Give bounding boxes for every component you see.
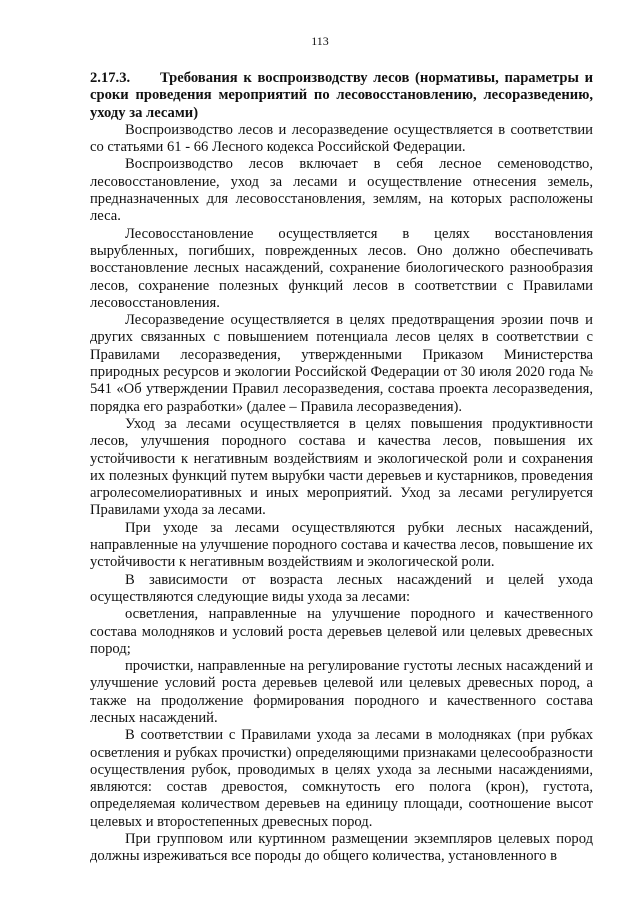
list-item: прочистки, направленные на регулирование густоты лесных насаждений и улучшение условий роста деревьев целевой или целевых древесных пород, а также на продолжение формирования породного и качественного состава лесных насаждений. (90, 658, 593, 726)
paragraph: Уход за лесами осуществляется в целях повышения продуктивности лесов, улучшения породного состава и качества лесов, повышения их устойчивости к негативным воздействиям и экологической роли и сохранения их полезных функций путем вырубки части деревьев и кустарников, проведения агролесомелиоративных и иных мероприятий. Уход за лесами регулируется Правилами ухода за лесами. (90, 415, 593, 519)
paragraph: Лесовосстановление осуществляется в целях восстановления вырубленных, погибших, поврежденных лесов. Оно должно обеспечивать восстановление лесных насаждений, сохранение биологического разнообразия лесов, сохранение полезных функций лесов в соответствии с Правилами лесовосстановления. (90, 225, 593, 311)
paragraph: Лесоразведение осуществляется в целях предотвращения эрозии почв и других связанных с повышением потенциала лесов целях в соответствии с Правилами лесоразведения, утвержденными Приказом Министерства природных ресурсов и экологии Российской Федерации от 30 июля 2020 года № 541 «Об утверждении Правил лесоразведения, состава проекта лесоразведения, порядка его разработки» (далее – Правила лесоразведения). (90, 312, 593, 415)
page-number: 113 (311, 34, 329, 48)
section-heading (90, 70, 593, 122)
paragraph: В соответствии с Правилами ухода за лесами в молодняках (при рубках осветления и рубках прочистки) определяющими признаками целесообразности осуществления рубок, проводимых в целях ухода за лесными насаждениями, являются: состав древостоя, сомкнутость его полога (крон), густота, определяемая количеством деревьев на единицу площади, соотношение высот целевых и второстепенных древесных пород. (90, 727, 593, 830)
section-title: Требования к воспроизводству лесов (нормативы, параметры и сроки проведения мероприятий по лесовосстановлению, лесоразведению, уходу за лесами) (90, 70, 593, 121)
paragraph: В зависимости от возраста лесных насаждений и целей ухода осуществляются следующие виды ухода за лесами: (90, 571, 593, 605)
paragraph: При уходе за лесами осуществляются рубки лесных насаждений, направленные на улучшение породного состава и качества лесов, повышение их устойчивости к негативным воздействиям и экологической роли. (90, 519, 593, 571)
list-item: осветления, направленные на улучшение породного и качественного состава молодняков и условий роста деревьев целевой или целевых древесных пород; (90, 606, 593, 657)
paragraph: При групповом или куртинном размещении экземпляров целевых пород должны изреживаться все породы до общего количества, установленного в (90, 831, 593, 865)
paragraph: Воспроизводство лесов включает в себя лесное семеноводство, лесовосстановление, уход за лесами и осуществление отнесения земель, предназначенных для лесовосстановления, землям, на которых расположены леса. (90, 156, 593, 225)
section-number: 2.17.3. (90, 70, 131, 86)
paragraph: Воспроизводство лесов и лесоразведение осуществляется в соответствии со статьями 61 - 66 Лесного кодекса Российской Федерации. (90, 121, 593, 156)
page-content (90, 70, 593, 866)
